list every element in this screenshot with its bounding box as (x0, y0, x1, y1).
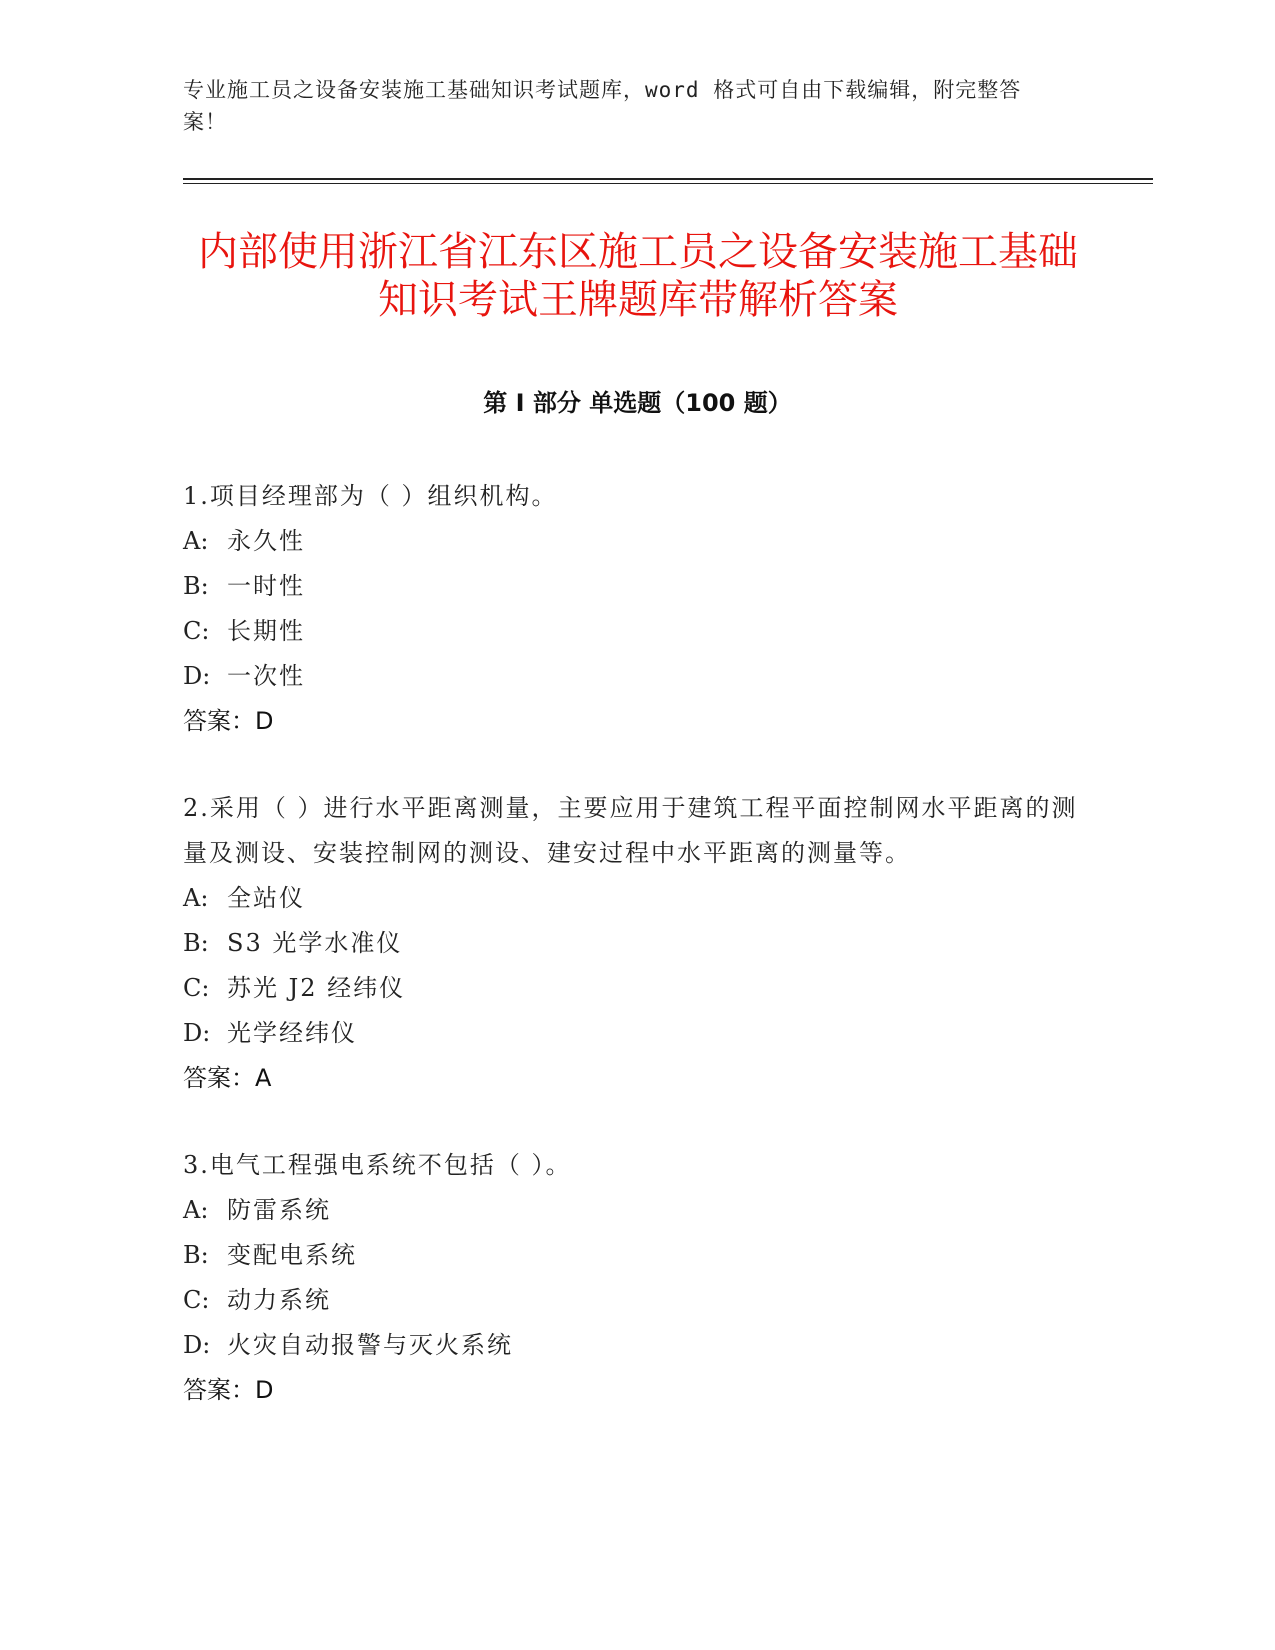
question-list (183, 474, 1083, 1455)
option-d (183, 654, 1083, 699)
option-a (183, 1188, 1083, 1233)
option-text: 全站仪 (227, 884, 305, 912)
option-key: B: (183, 572, 209, 600)
question-text: 3.电气工程强电系统不包括（ ）。 (183, 1151, 572, 1179)
answer-line: 答案：D (183, 1376, 274, 1404)
option-key: D: (183, 1331, 211, 1359)
question-item (183, 786, 1083, 1101)
option-c (183, 1278, 1083, 1323)
option-text: 一时性 (227, 572, 305, 600)
option-key: C: (183, 617, 210, 645)
option-key: B: (183, 929, 209, 957)
option-key: D: (183, 662, 211, 690)
option-key: C: (183, 974, 210, 1002)
option-text: 光学经纬仪 (227, 1019, 357, 1047)
option-b (183, 1233, 1083, 1278)
option-d (183, 1323, 1083, 1368)
section-heading: 第 I 部分 单选题（100 题） (483, 389, 792, 417)
header-divider-thin (183, 183, 1153, 184)
option-b (183, 921, 1083, 966)
option-key: D: (183, 1019, 211, 1047)
option-d (183, 1011, 1083, 1056)
answer-line: 答案：A (183, 1064, 272, 1092)
option-c (183, 966, 1083, 1011)
option-c (183, 609, 1083, 654)
option-a (183, 519, 1083, 564)
option-key: A: (183, 527, 209, 555)
option-text: 动力系统 (227, 1286, 331, 1314)
option-text: 长期性 (227, 617, 305, 645)
option-b (183, 564, 1083, 609)
answer-line: 答案：D (183, 707, 274, 735)
question-item (183, 1143, 1083, 1413)
option-text: 火灾自动报警与灭火系统 (227, 1331, 513, 1359)
option-key: A: (183, 1196, 209, 1224)
option-text: 防雷系统 (227, 1196, 331, 1224)
question-text: 2.采用（ ）进行水平距离测量，主要应用于建筑工程平面控制网水平距离的测量及测设、安装控制网的测设、建安过程中水平距离的测量等。 (183, 794, 1078, 867)
option-key: A: (183, 884, 209, 912)
option-key: C: (183, 1286, 210, 1314)
document-title: 内部使用浙江省江东区施工员之设备安装施工基础知识考试王牌题库带解析答案 (198, 229, 1078, 323)
option-text: 苏光 J2 经纬仪 (227, 974, 406, 1002)
question-item (183, 474, 1083, 744)
question-text: 1.项目经理部为（ ）组织机构。 (183, 482, 558, 510)
header-note: 专业施工员之设备安装施工基础知识考试题库，word 格式可自由下载编辑，附完整答案！ (183, 78, 1022, 134)
option-text: 永久性 (227, 527, 305, 555)
option-text: S3 光学水准仪 (227, 929, 403, 957)
option-text: 变配电系统 (227, 1241, 357, 1269)
option-a (183, 876, 1083, 921)
option-key: B: (183, 1241, 209, 1269)
option-text: 一次性 (227, 662, 305, 690)
header-divider-thick (183, 178, 1153, 180)
